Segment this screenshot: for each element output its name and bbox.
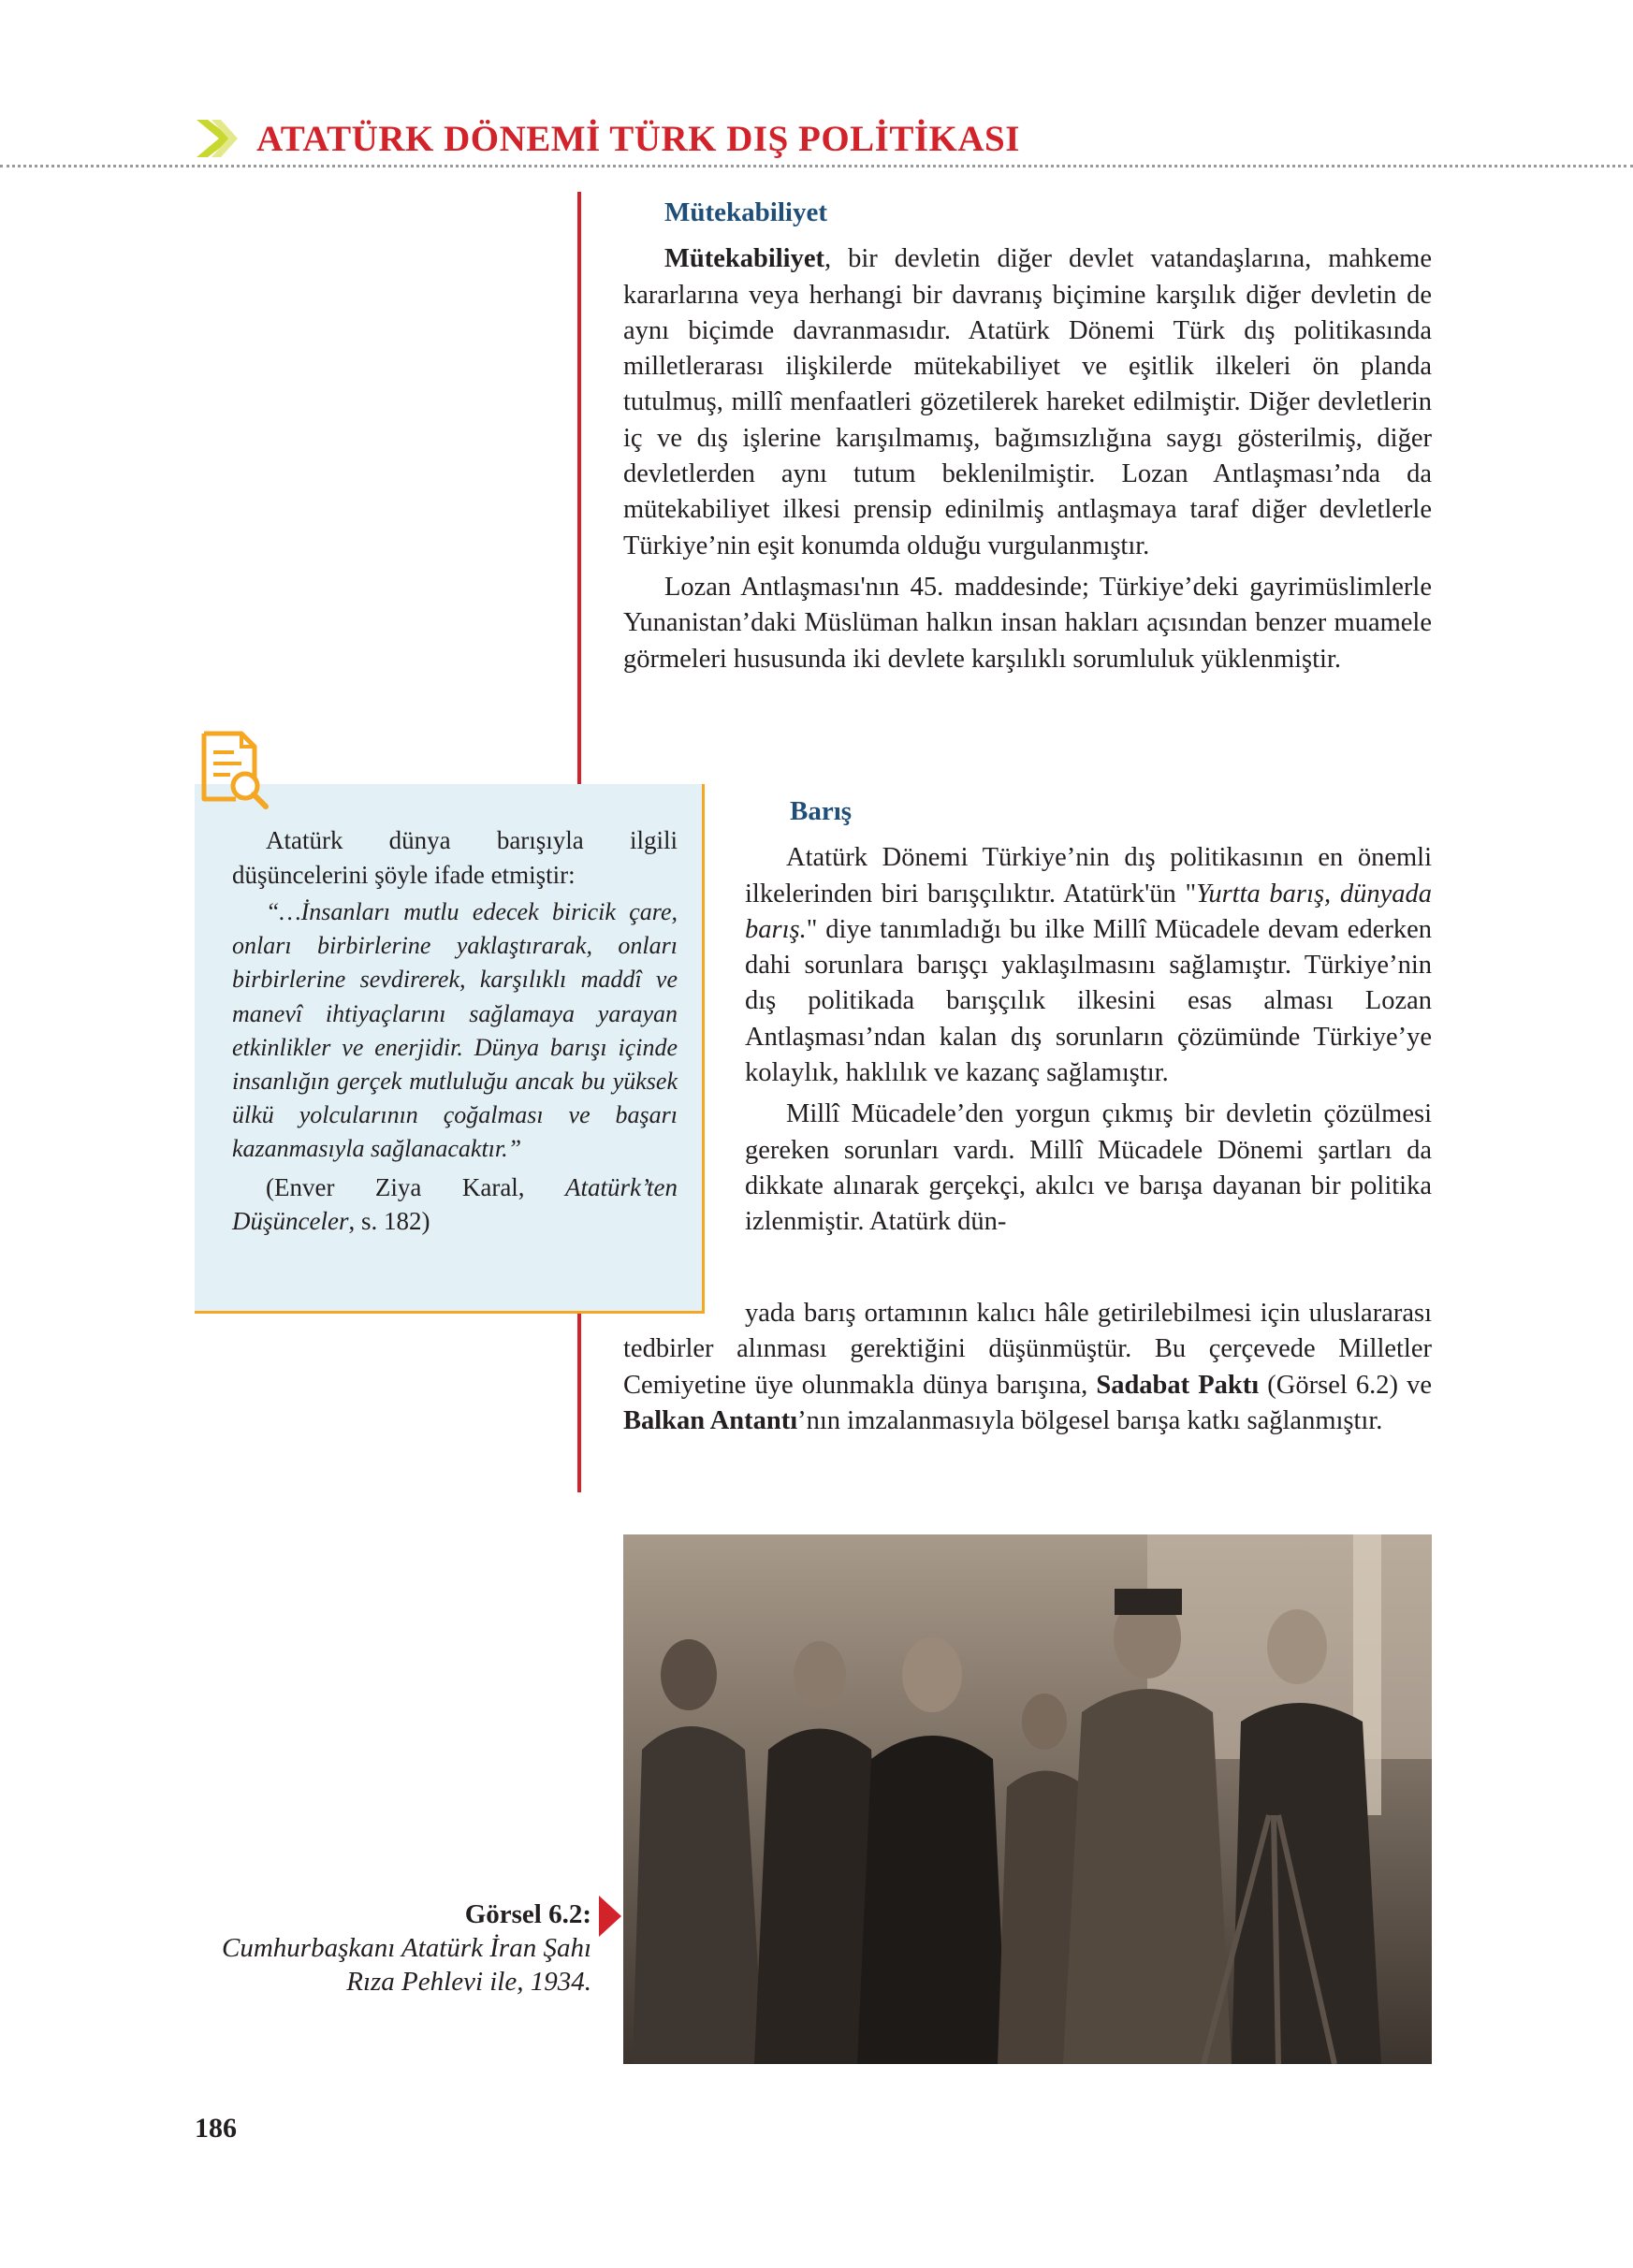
main-column-middle — [745, 793, 1432, 1241]
historical-photo — [623, 1534, 1432, 2064]
page-number: 186 — [195, 2113, 237, 2144]
sidebar-intro: Atatürk dünya barışıyla ilgili düşüncelerini şöyle ifade etmiştir: — [232, 826, 678, 889]
figure-label: Görsel 6.2: — [464, 1899, 591, 1929]
paragraph-mutekabiliyet-definition: Mütekabiliyet, bir devletin diğer devlet vatandaşlarına, mahkeme kararlarına veya herhangi bir davranış biçimine karşılık diğer devletin de aynı biçimde davranmasıdır. Atatürk Dönemi Türk dış politikasında milletlerarası ilişkilerde mütekabiliyet ve eşitlik ilkeleri ön planda tutulmuş, millî menfaatleri gözetilerek hareket edilmiştir. Diğer devletlerin iç ve dış işlerine karışılmamış, bağımsızlığına saygı gösterilmiş, diğer devletlerden aynı tutum beklenilmiştir. Lozan Antlaşması’nda da mütekabiliyet ilkesi prensip edinilmiş antlaşmaya taraf diğer devletlerle Türkiye’nin eşit konumda olduğu vurgulanmıştır. — [623, 244, 1432, 560]
main-column-bottom — [623, 1296, 1432, 1445]
caption-pointer-icon — [599, 1896, 621, 1937]
header-divider — [0, 165, 1633, 167]
term-mutekabiliyet: Mütekabiliyet — [664, 244, 824, 274]
sidebar-quote: “…İnsanları mutlu edecek biricik çare, onları birbirlerine yaklaştırarak, onları birbirlerine sevdirerek, karşılıklı maddî ve manevî ihtiyaçlarını sağlamaya yarayan etkinlikler ve enerjidir. Dünya barışı içinde insanlığın gerçek mutluluğu ancak bu yüksek ülkü yolcularının çoğalması ve başarı kazanmasıyla sağlanacaktır.” — [232, 898, 678, 1163]
document-magnifier-icon — [195, 728, 273, 810]
chapter-header — [195, 110, 1020, 167]
section-heading-mutekabiliyet: Mütekabiliyet — [664, 197, 827, 227]
figure-caption-text: Cumhurbaşkanı Atatürk İran Şahı Rıza Pehlevi ile, 1934. — [222, 1933, 591, 1997]
figure-caption — [187, 1897, 591, 1999]
paragraph-baris-1: Atatürk Dönemi Türkiye’nin dış politikasının en önemli ilkelerinden biri barışçılıktır. Atatürk'ün "Yurtta barış, dünyada barış." diye tanımladığı bu ilke Millî Mücadele devam ederken dahi sorunlara barışçı yaklaşılmasını sağlamıştır. Türkiye’nin dış politikada barışçılık ilkesini esas alması Lozan Antlaşması’ndan kalan dış sorunların çözümünde Türkiye’ye kolaylık, haklılık ve kazanç sağlamıştır. — [745, 843, 1432, 1088]
sidebar-source: (Enver Ziya Karal, Atatürk’ten Düşünceler, s. 182) — [232, 1172, 678, 1236]
section-heading-baris: Barış — [790, 796, 853, 826]
main-column-top — [623, 195, 1432, 677]
chapter-title: ATATÜRK DÖNEMİ TÜRK DIŞ POLİTİKASI — [256, 118, 1020, 159]
paragraph-lozan-45: Lozan Antlaşması'nın 45. maddesinde; Türkiye’deki gayrimüslimlerle Yunanistan’daki Müslüman halkın insan hakları açısından benzer muamele görmeleri hususunda iki devlete karşılıklı sorumluluk yüklenmiştir. — [623, 572, 1432, 674]
sidebar-quote-box — [195, 784, 705, 1314]
quote-yurtta-baris: Yurtta barış, dünyada barış. — [745, 879, 1432, 944]
chevron-icon — [195, 116, 240, 161]
paragraph-baris-2b: yada barış ortamının kalıcı hâle getirilebilmesi için uluslararası tedbirler alınması gerektiğini düşünmüştür. Bu çerçevede Milletler Cemiyetine üye olunmakla dünya barışına, Sadabat Paktı (Görsel 6.2) ve Balkan Antantı’nın imzalanmasıyla bölgesel barışa katkı sağlanmıştır. — [623, 1299, 1432, 1435]
paragraph-baris-2a: Millî Mücadele’den yorgun çıkmış bir devletin çözülmesi gereken sorunları vardı. Millî Mücadele Dönemi şartları da dikkate alınarak gerçekçi, akılcı ve barışa dayanan bir politika izlenmiştir. Atatürk dün- — [745, 1099, 1432, 1237]
